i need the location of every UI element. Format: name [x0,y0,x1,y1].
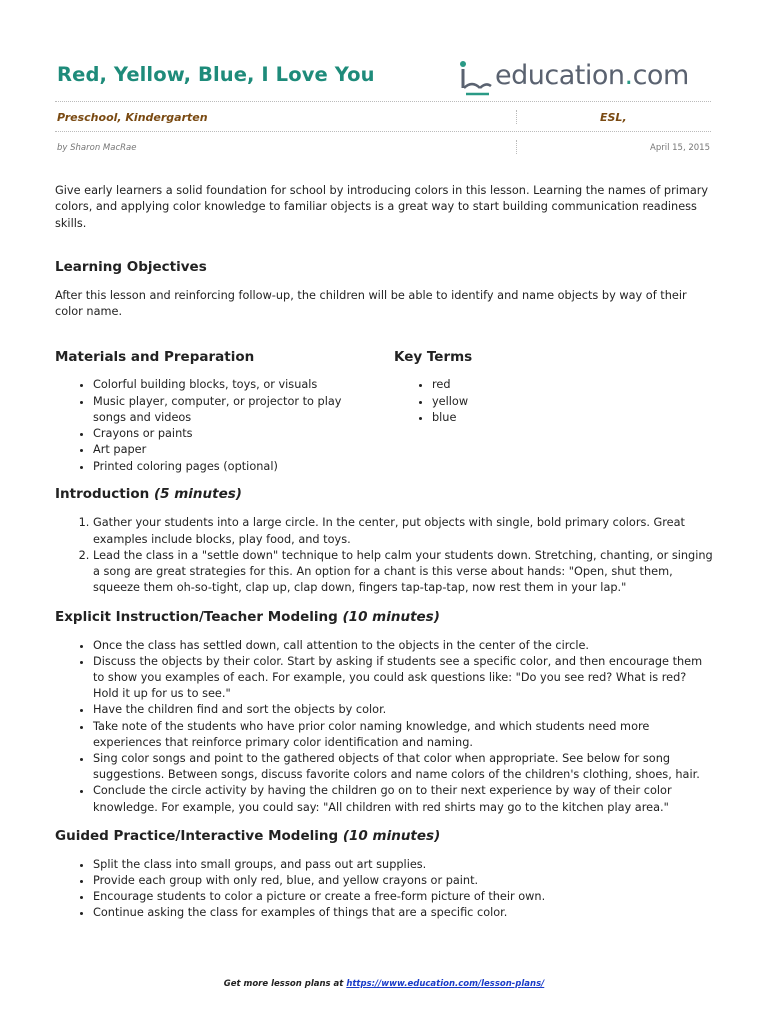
list-item: • blue [432,410,694,426]
list-item: • Colorful building blocks, toys, or visuals [93,377,375,393]
section-heading-guided-practice [55,828,715,844]
footer-text: Get more lesson plans at [223,979,347,989]
list-item: • Take note of the students who have prior color naming knowledge, and which students need more experiences that reinforce primary color identification and naming. [93,719,715,751]
list-item: • Once the class has settled down, call attention to the objects in the center of the circle. [93,638,715,654]
lesson-plans-link[interactable]: https://www.education.com/lesson-plans/ [346,979,545,989]
section-title: Guided Practice/Interactive Modeling [55,827,339,844]
list-item: • Provide each group with only red, blue, and yellow crayons or paint. [93,873,715,889]
list-item: • Crayons or paints [93,426,375,442]
list-item: 1. Gather your students into a large circle. In the center, put objects with single, bold primary colors. Great examples include blocks, play food, and toys. [93,515,715,547]
materials-list [55,377,375,474]
explicit-instruction-list [55,638,715,816]
header-divider [55,101,711,102]
section-duration: (10 minutes) [342,827,441,844]
section-heading-materials: Materials and Preparation [55,349,255,366]
section-title: Introduction [55,486,150,503]
list-item: • Discuss the objects by their color. Start by asking if students see a specific color, and then encourage them to show you examples of each. For example, you could ask questions like: "Do you see red? What is red? Hold it up for us to see." [93,654,715,703]
list-item: • Art paper [93,442,375,458]
section-title: Explicit Instruction/Teacher Modeling [55,608,338,625]
section-heading-key-terms: Key Terms [394,349,473,366]
publish-date: April 15, 2015 [650,143,710,153]
section-heading-explicit-instruction [55,609,715,625]
footer [0,979,768,989]
logo-wordmark [495,60,689,91]
introduction-steps [55,515,715,596]
logo-word: education [495,60,625,91]
meta-separator [516,110,517,124]
list-item: • Sing color songs and point to the gathered objects of that color when appropriate. See below for song suggestions. Between songs, discuss favorite colors and name colors of the children's clothing, shoes, hair. [93,751,715,783]
key-terms-list [394,377,694,426]
list-item: • red [432,377,694,393]
materials-and-terms [55,349,715,489]
subject: ESL, [600,111,627,124]
page-title: Red, Yellow, Blue, I Love You [57,63,375,86]
section-duration: (5 minutes) [153,486,242,503]
list-item: • Music player, computer, or projector to play songs and videos [93,394,375,426]
meta-divider [55,131,711,132]
education-logo[interactable] [455,58,715,100]
list-item: • yellow [432,394,694,410]
list-item: • Encourage students to color a picture or create a free-form picture of their own. [93,889,715,905]
intro-paragraph: Give early learners a solid foundation for school by introducing colors in this lesson. Learning the names of primary colors, and applying color knowledge to familiar objects is a great way to start building communication readiness skills. [55,184,709,230]
section-heading-objectives: Learning Objectives [55,258,207,275]
section-duration: (10 minutes) [342,608,440,625]
logo-dot: . [624,60,633,91]
grade-levels: Preschool, Kindergarten [57,111,208,124]
author-separator [516,140,517,154]
list-item: • Continue asking the class for examples of things that are a specific color. [93,905,715,921]
materials-column [55,349,375,474]
objectives-text: After this lesson and reinforcing follow-up, the children will be able to identify and name objects by way of their color name. [55,288,687,319]
author: by Sharon MacRae [57,143,137,153]
list-item: • Conclude the circle activity by having the children go on to their next experience by way of their color knowledge. For example, you could say: "All children with red shirts may go to the kitchen play area." [93,783,715,815]
list-item: • Have the children find and sort the objects by color. [93,702,715,718]
book-reader-icon [455,58,495,98]
lesson-content [55,183,715,922]
guided-practice-list [55,857,715,922]
list-item: • Printed coloring pages (optional) [93,459,375,475]
list-item: • Split the class into small groups, and pass out art supplies. [93,857,715,873]
key-terms-column [394,349,694,426]
list-item: 2. Lead the class in a "settle down" technique to help calm your students down. Stretching, chanting, or singing a song are great strategies for this. An option for a chant is this verse about hands: "Open, shut them, squeeze them oh-so-tight, clap up, clap down, fingers tap-tap-tap, now rest them in your lap." [93,548,715,597]
logo-tld: com [632,60,689,91]
